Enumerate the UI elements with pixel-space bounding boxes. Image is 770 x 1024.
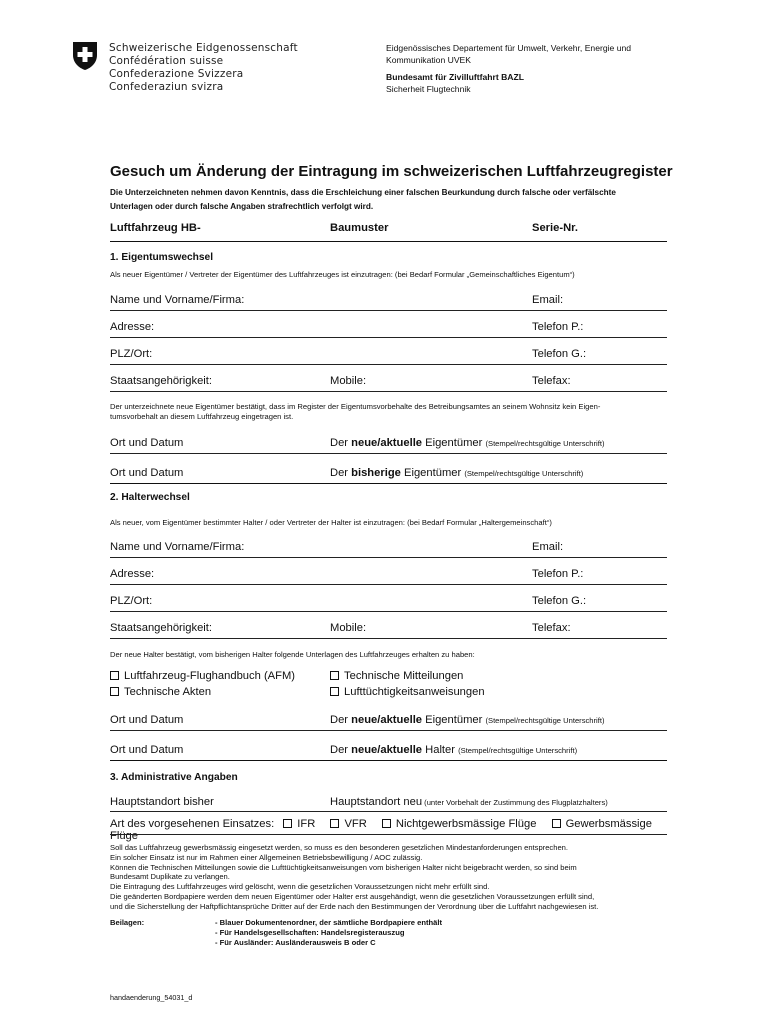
checkbox-non-commercial[interactable]: Nichtgewerbsmässige Flüge	[382, 818, 537, 830]
section-3-heading: 3. Administrative Angaben	[110, 772, 238, 783]
section-2-heading: 2. Halterwechsel	[110, 492, 190, 503]
checkbox-icon	[283, 819, 292, 828]
checkbox-afm[interactable]: Luftfahrzeug-Flughandbuch (AFM)	[110, 670, 295, 682]
checkbox-icon	[382, 819, 391, 828]
owner-plz-row[interactable]: PLZ/Ort: Telefon G.:	[110, 348, 587, 360]
documents-checklist-2	[110, 686, 667, 698]
swiss-coat-of-arms-icon	[72, 41, 98, 71]
documents-checklist	[110, 670, 667, 682]
checkbox-icon	[330, 687, 339, 696]
intro-text: Die Unterzeichneten nehmen davon Kenntnis, dass die Erschleichung einer falschen Beurkundung durch falsche oder verfälschte Unterlagen oder durch falsche Angaben strafrechtlich verfolgt wird.	[110, 188, 616, 211]
office-name: Bundesamt für Zivilluftfahrt BAZL	[386, 72, 524, 82]
divider	[110, 241, 667, 242]
new-owner-signature-row[interactable]: Ort und Datum Der neue/aktuelle Eigentümer (Stempel/rechtsgültige Unterschrift)	[110, 437, 605, 449]
owner-name-row[interactable]: Name und Vorname/Firma: Email:	[110, 294, 564, 306]
section-2-confirmation: Der neue Halter bestätigt, vom bisherigen Halter folgende Unterlagen des Luftfahrzeuges erhalten zu haben:	[110, 650, 475, 659]
aircraft-registration-label: Luftfahrzeug HB-	[110, 222, 201, 234]
checkbox-icon	[110, 687, 119, 696]
operation-type-row: Art des vorgesehenen Einsatzes: IFR VFR Nichtgewerbsmässige Flüge Gewerbsmässige Flüge	[110, 818, 652, 842]
keeper-nationality-row[interactable]: Staatsangehörigkeit: Mobile: Telefax:	[110, 622, 571, 634]
home-base-row[interactable]: Hauptstandort bisher Hauptstandort neu (unter Vorbehalt der Zustimmung des Flugplatzhalters)	[110, 796, 608, 808]
confederation-wordmark: Schweizerische Eidgenossenschaft Confédération suisse Confederazione Svizzera Confederaziun svizra	[109, 42, 298, 93]
aircraft-type-label: Baumuster	[330, 222, 389, 234]
checkbox-technical-files[interactable]: Technische Akten	[110, 686, 211, 698]
attachments: Beilagen: - Blauer Dokumentenordner, der sämtliche Bordpapiere enthält - Für Handelsgesellschaften: Handelsregisterauszug - Für Ausländer: Ausländerausweis B oder C	[110, 918, 443, 947]
section-1-hint: Als neuer Eigentümer / Vertreter der Eigentümer des Luftfahrzeuges ist einzutragen: (bei Bedarf Formular „Gemeinschaftliches Eigentum“)	[110, 270, 575, 279]
keeper-name-row[interactable]: Name und Vorname/Firma: Email:	[110, 541, 564, 553]
unit-name: Sicherheit Flugtechnik	[386, 83, 471, 94]
keeper-plz-row[interactable]: PLZ/Ort: Telefon G.:	[110, 595, 587, 607]
keeper-address-row[interactable]: Adresse: Telefon P.:	[110, 568, 584, 580]
checkbox-commercial[interactable]: Gewerbsmässige Flüge	[110, 818, 652, 842]
checkbox-vfr[interactable]: VFR	[330, 818, 366, 830]
legal-notes: Soll das Luftfahrzeug gewerbsmässig eingesetzt werden, so muss es den besonderen gesetzlichen Mindestanforderungen entsprechen. Ein solcher Einsatz ist nur im Rahmen einer Allgemeinen Betriebsbewilligung / AOC zulässig. Können die Technischen Mitteilungen sowie die Lufttüchtigkeitsanweisungen vom bisherigen Halter nicht beigebracht werden, so sind beim Bundesamt Duplikate zu verlangen. Die Eintragung des Luftfahrzeuges wird gelöscht, wenn die gesetzlichen Voraussetzungen nicht mehr erfüllt sind. Die geänderten Bordpapiere werden dem neuen Eigentümer oder Halter erst ausgehändigt, wenn die gesetzlichen Voraussetzungen erfüllt sind, und die Sicherstellung der Haftpflichtansprüche Dritter auf der Erde nach den Bestimmungen der Verordnung über die Luftfahrt nachgewiesen ist.	[110, 843, 599, 911]
aircraft-serial-label: Serie-Nr.	[532, 222, 579, 234]
page-title: Gesuch um Änderung der Eintragung im schweizerischen Luftfahrzeugregister	[110, 163, 673, 180]
checkbox-technical-notices[interactable]: Technische Mitteilungen	[330, 670, 463, 682]
attachments-label: Beilagen:	[110, 918, 145, 927]
checkbox-icon	[330, 819, 339, 828]
owner-address-row[interactable]: Adresse: Telefon P.:	[110, 321, 584, 333]
form-id: handaenderung_54031_d	[110, 993, 193, 1002]
checkbox-airworthiness-directives[interactable]: Lufttüchtigkeitsanweisungen	[330, 686, 485, 698]
aircraft-row	[110, 222, 667, 234]
previous-owner-signature-row[interactable]: Ort und Datum Der bisherige Eigentümer (Stempel/rechtsgültige Unterschrift)	[110, 467, 584, 479]
checkbox-icon	[110, 671, 119, 680]
section-1-confirmation: Der unterzeichnete neue Eigentümer bestätigt, dass im Register der Eigentumsvorbehalte des Betreibungsamtes an seinem Wohnsitz kein Eigen- tumsvorbehalt an diesem Luftfahrzeug eingetragen ist.	[110, 402, 601, 421]
keeper-signature-row[interactable]: Ort und Datum Der neue/aktuelle Halter (Stempel/rechtsgültige Unterschrift)	[110, 744, 578, 756]
section-1-heading: 1. Eigentumswechsel	[110, 252, 214, 263]
checkbox-icon	[552, 819, 561, 828]
keeper-owner-signature-row[interactable]: Ort und Datum Der neue/aktuelle Eigentümer (Stempel/rechtsgültige Unterschrift)	[110, 714, 605, 726]
section-2-hint: Als neuer, vom Eigentümer bestimmter Halter / oder Vertreter der Halter ist einzutragen: (bei Bedarf Formular „Haltergemeinschaft“)	[110, 518, 552, 527]
checkbox-icon	[330, 671, 339, 680]
department-block: Eidgenössisches Departement für Umwelt, Verkehr, Energie und Kommunikation UVEK Bundesamt für Zivilluftfahrt BAZL Sicherheit Flugtechnik	[386, 43, 632, 94]
owner-nationality-row[interactable]: Staatsangehörigkeit: Mobile: Telefax:	[110, 375, 571, 387]
checkbox-ifr[interactable]: IFR	[283, 818, 315, 830]
